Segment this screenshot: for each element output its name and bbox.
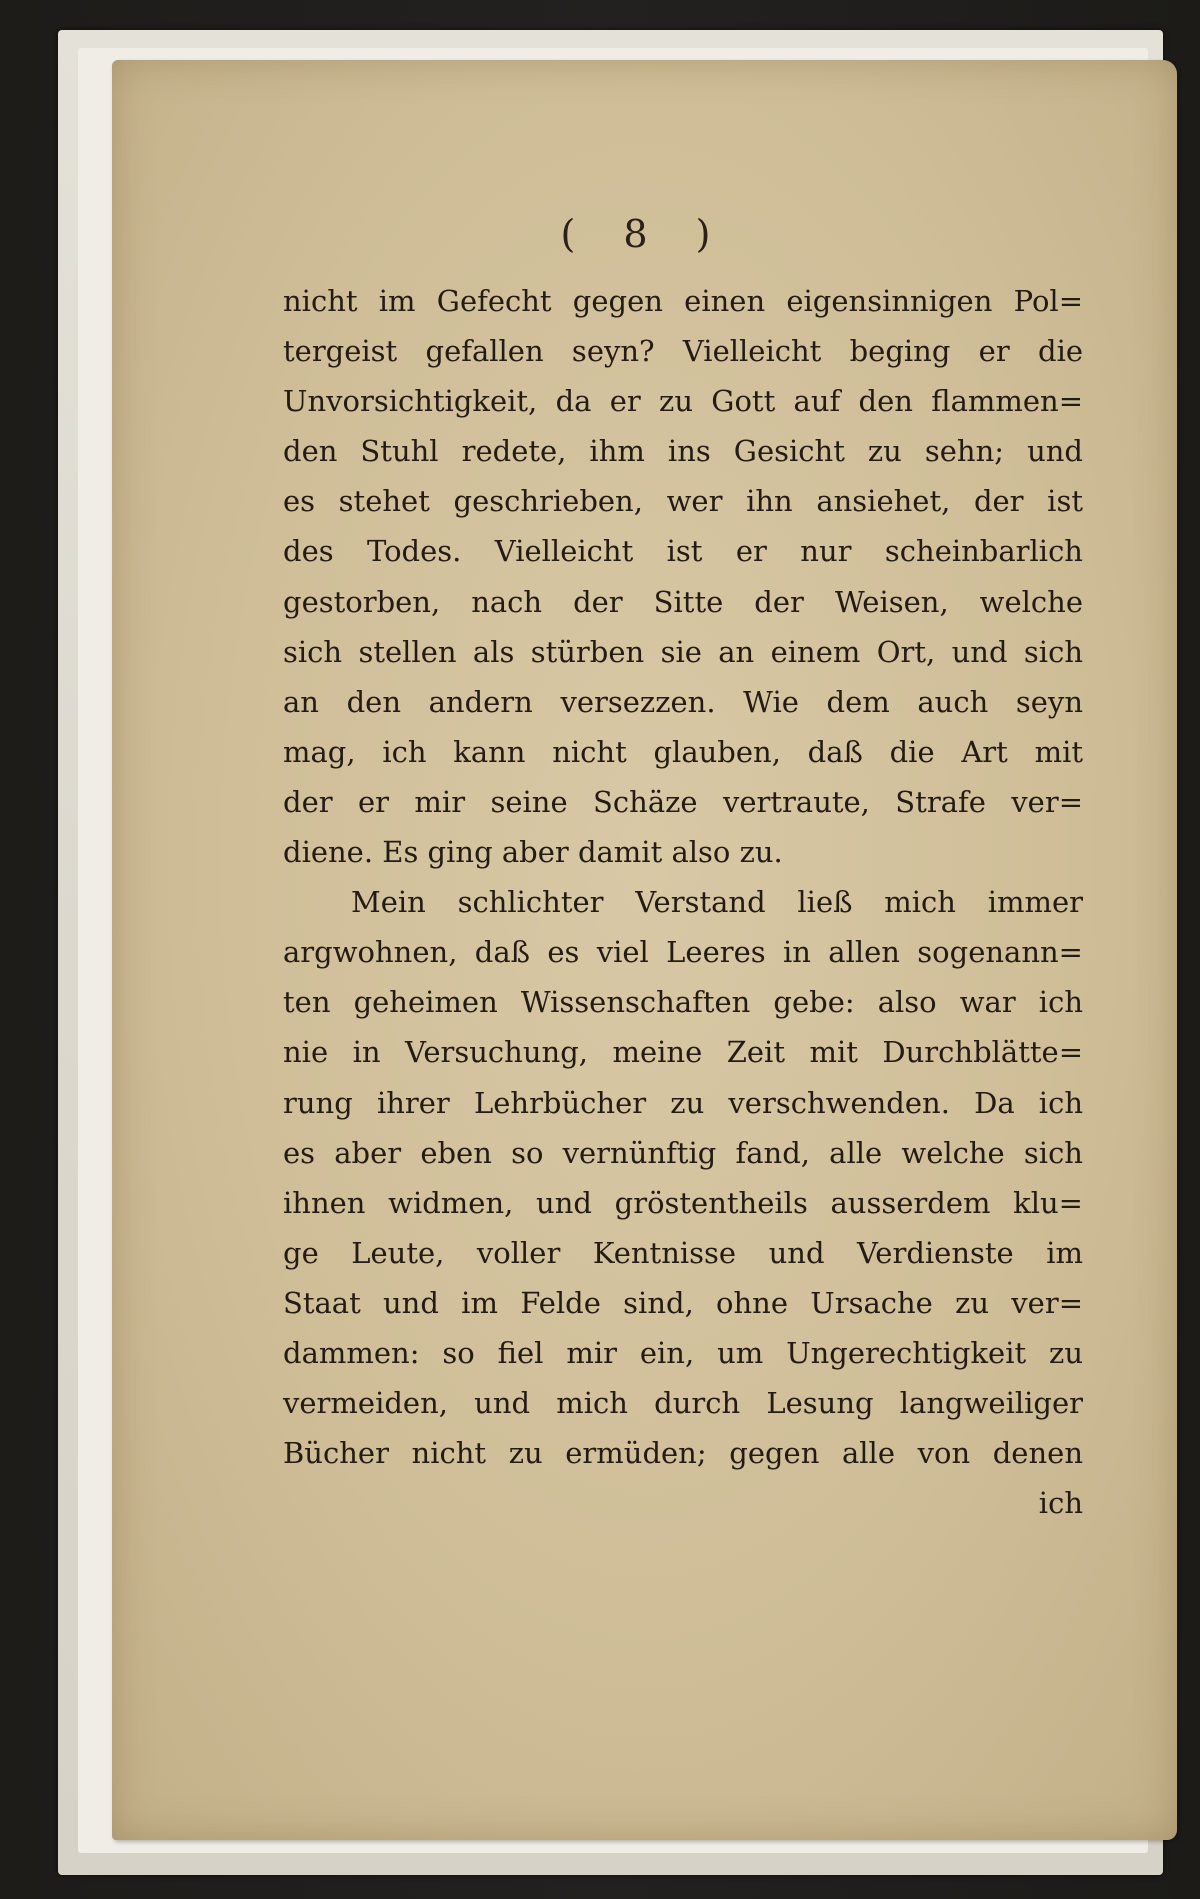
text-line: an den andern versezzen. Wie dem auch seyn xyxy=(283,684,1083,719)
text-line: Bücher nicht zu ermüden; gegen alle von denen xyxy=(283,1436,1083,1471)
text-line: Staat und im Felde sind, ohne Ursache zu ver= xyxy=(283,1285,1083,1320)
text-line: nicht im Gefecht gegen einen eigensinnigen Pol= xyxy=(283,284,1083,318)
text-line: argwohnen, daß es viel Leeres in allen sogenann= xyxy=(283,935,1083,970)
text-line: sich stellen als stürben sie an einem Ort, und sich xyxy=(283,634,1083,669)
text-line: Unvorsichtigkeit, da er zu Gott auf den flammen= xyxy=(283,384,1083,419)
text-line: rung ihrer Lehrbücher zu verschwenden. Da ich xyxy=(283,1085,1083,1120)
text-line: vermeiden, und mich durch Lesung langweiliger xyxy=(283,1386,1083,1421)
page-text xyxy=(283,276,1083,1528)
text-line: gestorben, nach der Sitte der Weisen, welche xyxy=(283,584,1083,619)
paragraph-end-line: diene. Es ging aber damit also zu. xyxy=(283,835,783,870)
text-line: dammen: so fiel mir ein, um Ungerechtigkeit zu xyxy=(283,1335,1083,1370)
text-line: es aber eben so vernünftig fand, alle welche sich xyxy=(283,1135,1083,1170)
text-line: den Stuhl redete, ihm ins Gesicht zu sehn; und xyxy=(283,434,1083,469)
catchword: ich xyxy=(1038,1486,1083,1521)
text-line: mag, ich kann nicht glauben, daß die Art mit xyxy=(283,734,1083,769)
text-line: tergeist gefallen seyn? Vielleicht beging er die xyxy=(283,334,1083,369)
text-line: ihnen widmen, und gröstentheils ausserdem klu= xyxy=(283,1185,1083,1220)
text-line: es stehet geschrieben, wer ihn ansiehet, der ist xyxy=(283,484,1083,519)
text-line: nie in Versuchung, meine Zeit mit Durchblätte= xyxy=(283,1035,1083,1070)
paragraph-start-line: Mein schlichter Verstand ließ mich immer xyxy=(351,885,1083,920)
text-line: ten geheimen Wissenschaften gebe: also war ich xyxy=(283,985,1083,1020)
text-line: der er mir seine Schäze vertraute, Strafe ver= xyxy=(283,784,1083,819)
text-line: ge Leute, voller Kentnisse und Verdienste im xyxy=(283,1235,1083,1270)
text-line: des Todes. Vielleicht ist er nur scheinbarlich xyxy=(283,534,1083,569)
page-number-header: ( 8 ) xyxy=(560,212,729,256)
